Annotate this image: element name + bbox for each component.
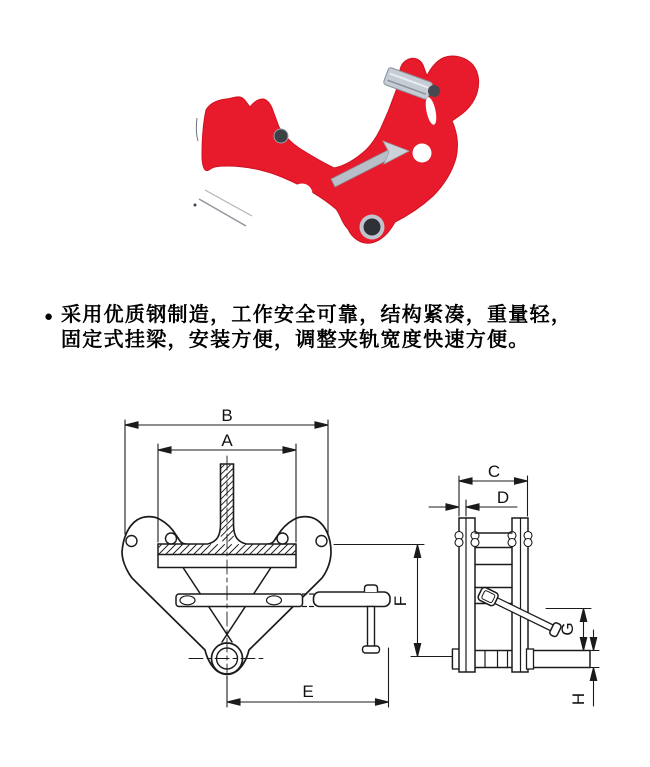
dim-D	[429, 488, 517, 516]
dim-label-c: C	[487, 462, 501, 481]
dim-label-a: A	[221, 431, 233, 450]
description-line-1: 采用优质钢制造，工作安全可靠，结构紧凑，重量轻，	[61, 304, 573, 326]
tommy-pin	[368, 607, 375, 648]
front-view	[122, 456, 390, 674]
bullet-icon: ●	[44, 308, 54, 325]
dim-label-b: B	[221, 406, 233, 425]
dim-label-h: H	[569, 692, 588, 706]
side-view	[453, 518, 591, 672]
dim-label-d: D	[496, 488, 510, 507]
dim-label-e: E	[302, 682, 314, 701]
pin-knob	[365, 585, 378, 592]
dim-label-f: F	[391, 595, 410, 607]
handle-bar	[314, 592, 391, 607]
tommy-pin-cap	[363, 646, 380, 653]
dim-label-g: G	[558, 622, 577, 636]
description-line-2: 固定式挂梁，安装方便，调整夹轨宽度快速方便。	[61, 329, 530, 351]
dim-E	[227, 648, 389, 707]
